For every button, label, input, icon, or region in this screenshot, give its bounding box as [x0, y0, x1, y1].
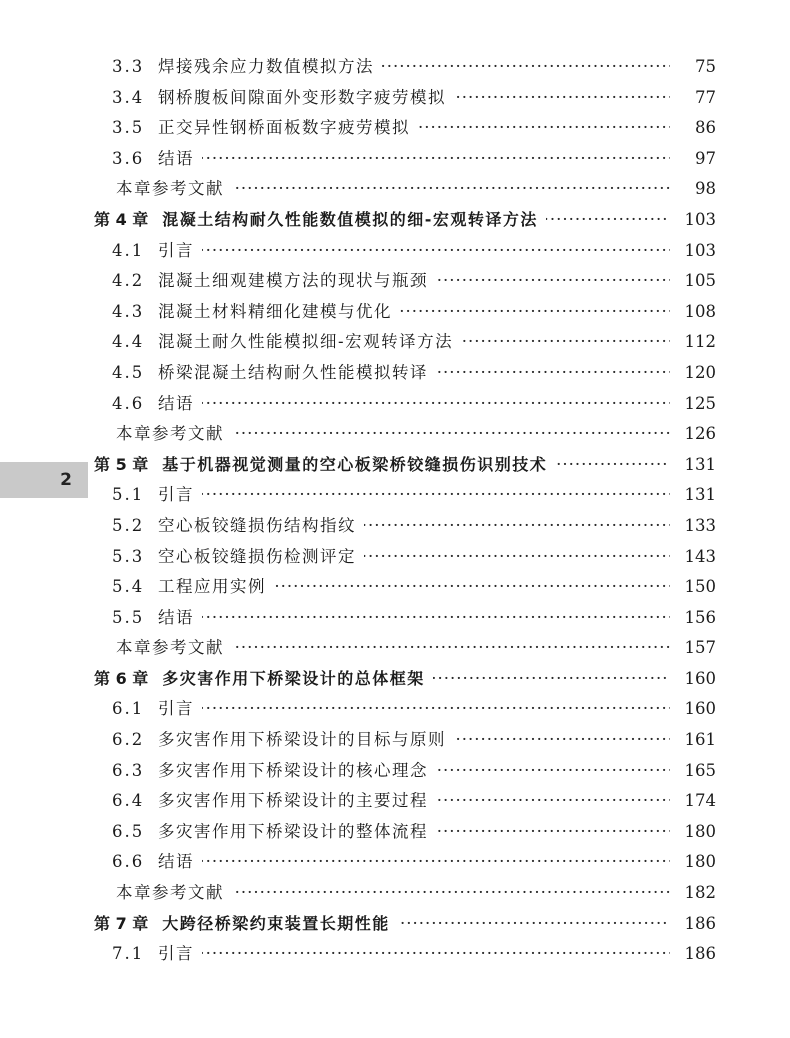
section-number: 6.6	[112, 852, 145, 872]
toc-entry-label	[112, 363, 436, 382]
toc-entry-text	[94, 664, 708, 695]
chapter-number: 第 4 章	[94, 209, 149, 229]
toc-entry-label	[94, 669, 433, 688]
section-number: 4.2	[112, 271, 145, 291]
section-number: 6.5	[112, 821, 145, 841]
page-number: 156	[670, 603, 716, 634]
toc-section-row[interactable]	[0, 542, 790, 573]
section-title: 空心板铰缝损伤结构指纹	[158, 515, 356, 535]
page-number: 165	[670, 756, 716, 787]
toc-entry-text	[112, 266, 708, 297]
toc-entry-text	[112, 817, 708, 848]
page-number: 97	[670, 144, 716, 175]
section-title: 多灾害作用下桥梁设计的整体流程	[158, 821, 428, 841]
toc-entry-label	[112, 241, 202, 260]
toc-entry-label	[94, 210, 546, 229]
section-number: 4.4	[112, 332, 145, 352]
section-title: 多灾害作用下桥梁设计的核心理念	[158, 760, 428, 780]
toc-entry-label	[94, 914, 398, 933]
toc-entry-label	[112, 852, 202, 871]
toc-entry-text	[112, 358, 708, 389]
chapter-title: 基于机器视觉测量的空心板梁桥铰缝损伤识别技术	[162, 454, 548, 474]
toc-entry-text	[116, 633, 708, 664]
toc-chapter-row[interactable]	[0, 450, 790, 481]
page-number: 174	[670, 786, 716, 817]
toc-references-row[interactable]	[0, 174, 790, 205]
toc-entry-label	[112, 699, 202, 718]
toc-section-row[interactable]	[0, 694, 790, 725]
page-number: 182	[670, 878, 716, 909]
toc-entry-text	[112, 939, 708, 970]
chapter-number: 第 5 章	[94, 454, 149, 474]
page-number: 105	[670, 266, 716, 297]
toc-entry-text	[112, 603, 708, 634]
toc-entry-text	[112, 572, 708, 603]
section-number: 6.1	[112, 699, 145, 719]
toc-entry-label	[116, 424, 232, 443]
toc-entry-label	[112, 88, 454, 107]
toc-entry-text	[112, 144, 708, 175]
toc-entry-text	[112, 327, 708, 358]
chapter-number: 第 7 章	[94, 913, 149, 933]
page-number: 125	[670, 389, 716, 420]
page-number: 131	[670, 450, 716, 481]
toc-section-row[interactable]	[0, 266, 790, 297]
page-number: 160	[670, 694, 716, 725]
section-title: 结语	[158, 393, 194, 413]
section-title: 混凝土耐久性能模拟细-宏观转译方法	[158, 332, 454, 352]
section-number: 3.3	[112, 57, 145, 76]
section-title: 多灾害作用下桥梁设计的主要过程	[158, 791, 428, 811]
toc-section-row[interactable]	[0, 480, 790, 511]
page-number: 143	[670, 542, 716, 573]
section-title: 桥梁混凝土结构耐久性能模拟转译	[158, 362, 428, 382]
toc-section-row[interactable]	[0, 756, 790, 787]
section-title: 混凝土细观建模方法的现状与瓶颈	[158, 271, 428, 291]
section-number: 4.3	[112, 301, 145, 321]
toc-entry-label	[112, 547, 364, 566]
page-number: 112	[670, 327, 716, 358]
section-number: 3.6	[112, 148, 145, 168]
section-number: 5.4	[112, 577, 145, 597]
toc-entry-label	[116, 179, 232, 198]
toc-entry-label	[112, 577, 274, 596]
toc-section-row[interactable]	[0, 358, 790, 389]
section-title: 引言	[158, 240, 194, 260]
toc-entry-text	[94, 909, 708, 940]
toc-section-row[interactable]	[0, 113, 790, 144]
toc-entry-label	[112, 516, 364, 535]
toc-entry-label	[112, 761, 436, 780]
toc-section-row[interactable]	[0, 572, 790, 603]
toc-entry-text	[112, 297, 708, 328]
page-number: 120	[670, 358, 716, 389]
toc-entry-text	[112, 52, 708, 83]
toc-section-row[interactable]	[0, 939, 790, 970]
toc-chapter-row[interactable]	[0, 205, 790, 236]
toc-entry-text	[112, 756, 708, 787]
section-number: 6.4	[112, 791, 145, 811]
toc-entry-label	[94, 455, 555, 474]
toc-entry-label	[112, 57, 382, 76]
page-number: 98	[670, 174, 716, 205]
page-number: 150	[670, 572, 716, 603]
section-title: 焊接残余应力数值模拟方法	[158, 57, 374, 76]
toc-entry-label	[112, 302, 400, 321]
toc-section-row[interactable]	[0, 603, 790, 634]
toc-section-row[interactable]	[0, 327, 790, 358]
section-number: 6.2	[112, 730, 145, 750]
toc-entry-label	[112, 332, 461, 351]
table-of-contents	[0, 52, 790, 970]
toc-entry-text	[94, 450, 708, 481]
references-title: 本章参考文献	[116, 179, 224, 199]
toc-entry-label	[112, 118, 418, 137]
page-number: 160	[670, 664, 716, 695]
toc-entry-text	[112, 542, 708, 573]
section-title: 结语	[158, 607, 194, 627]
page-number: 133	[670, 511, 716, 542]
chapter-title: 大跨径桥梁约束装置长期性能	[162, 913, 390, 933]
page-number: 108	[670, 297, 716, 328]
toc-entry-text	[116, 878, 708, 909]
chapter-number: 第 6 章	[94, 668, 149, 688]
toc-entry-label	[112, 944, 202, 963]
section-number: 5.5	[112, 607, 145, 627]
page-number: 157	[670, 633, 716, 664]
toc-entry-text	[112, 236, 708, 267]
toc-section-row[interactable]	[0, 389, 790, 420]
section-number: 5.3	[112, 546, 145, 566]
toc-entry-text	[112, 113, 708, 144]
section-number: 3.4	[112, 87, 145, 107]
section-number: 3.5	[112, 118, 145, 138]
toc-entry-text	[94, 205, 708, 236]
toc-section-row[interactable]	[0, 786, 790, 817]
section-title: 引言	[158, 699, 194, 719]
page-number: 86	[670, 113, 716, 144]
section-title: 混凝土材料精细化建模与优化	[158, 301, 392, 321]
toc-section-row[interactable]	[0, 236, 790, 267]
section-title: 引言	[158, 485, 194, 505]
toc-entry-label	[112, 791, 436, 810]
page-number: 180	[670, 847, 716, 878]
toc-section-row[interactable]	[0, 817, 790, 848]
section-title: 空心板铰缝损伤检测评定	[158, 546, 356, 566]
toc-section-row[interactable]	[0, 847, 790, 878]
toc-entry-label	[112, 394, 202, 413]
side-tab-number: 2	[60, 470, 72, 490]
toc-entry-text	[112, 786, 708, 817]
toc-references-row[interactable]	[0, 878, 790, 909]
toc-section-row[interactable]	[0, 511, 790, 542]
toc-references-row[interactable]	[0, 419, 790, 450]
section-title: 引言	[158, 944, 194, 964]
toc-section-row[interactable]	[0, 52, 790, 83]
section-title: 多灾害作用下桥梁设计的目标与原则	[158, 730, 446, 750]
toc-entry-label	[112, 149, 202, 168]
toc-section-row[interactable]	[0, 83, 790, 114]
toc-section-row[interactable]	[0, 725, 790, 756]
toc-entry-label	[112, 822, 436, 841]
page-number: 180	[670, 817, 716, 848]
section-number: 4.6	[112, 393, 145, 413]
toc-entry-text	[112, 725, 708, 756]
toc-chapter-row[interactable]	[0, 909, 790, 940]
section-title: 钢桥腹板间隙面外变形数字疲劳模拟	[158, 87, 446, 107]
chapter-title: 多灾害作用下桥梁设计的总体框架	[162, 668, 425, 688]
page-number: 126	[670, 419, 716, 450]
toc-entry-label	[116, 883, 232, 902]
references-title: 本章参考文献	[116, 638, 224, 658]
toc-section-row[interactable]	[0, 144, 790, 175]
section-number: 4.5	[112, 362, 145, 382]
page-number: 77	[670, 83, 716, 114]
toc-chapter-row[interactable]	[0, 664, 790, 695]
section-number: 4.1	[112, 240, 145, 260]
chapter-title: 混凝土结构耐久性能数值模拟的细-宏观转译方法	[162, 209, 538, 229]
section-number: 6.3	[112, 760, 145, 780]
toc-entry-label	[112, 608, 202, 627]
section-title: 正交异性钢桥面板数字疲劳模拟	[158, 118, 410, 138]
section-number: 7.1	[112, 944, 145, 964]
section-number: 5.2	[112, 515, 145, 535]
references-title: 本章参考文献	[116, 883, 224, 903]
toc-entry-label	[112, 485, 202, 504]
page-number: 103	[670, 205, 716, 236]
toc-references-row[interactable]	[0, 633, 790, 664]
section-title: 结语	[158, 148, 194, 168]
toc-entry-text	[116, 419, 708, 450]
toc-entry-text	[112, 847, 708, 878]
toc-entry-label	[112, 271, 436, 290]
toc-entry-text	[116, 174, 708, 205]
toc-entry-text	[112, 694, 708, 725]
references-title: 本章参考文献	[116, 424, 224, 444]
page-number: 131	[670, 480, 716, 511]
toc-entry-text	[112, 389, 708, 420]
page-number: 186	[670, 909, 716, 940]
page-number: 75	[670, 52, 716, 83]
section-title: 结语	[158, 852, 194, 872]
section-title: 工程应用实例	[158, 577, 266, 597]
page-number: 186	[670, 939, 716, 970]
page-number: 161	[670, 725, 716, 756]
toc-entry-text	[112, 480, 708, 511]
toc-entry-label	[112, 730, 454, 749]
toc-section-row[interactable]	[0, 297, 790, 328]
page-number: 103	[670, 236, 716, 267]
section-number: 5.1	[112, 485, 145, 505]
toc-entry-label	[116, 638, 232, 657]
toc-entry-text	[112, 511, 708, 542]
toc-entry-text	[112, 83, 708, 114]
